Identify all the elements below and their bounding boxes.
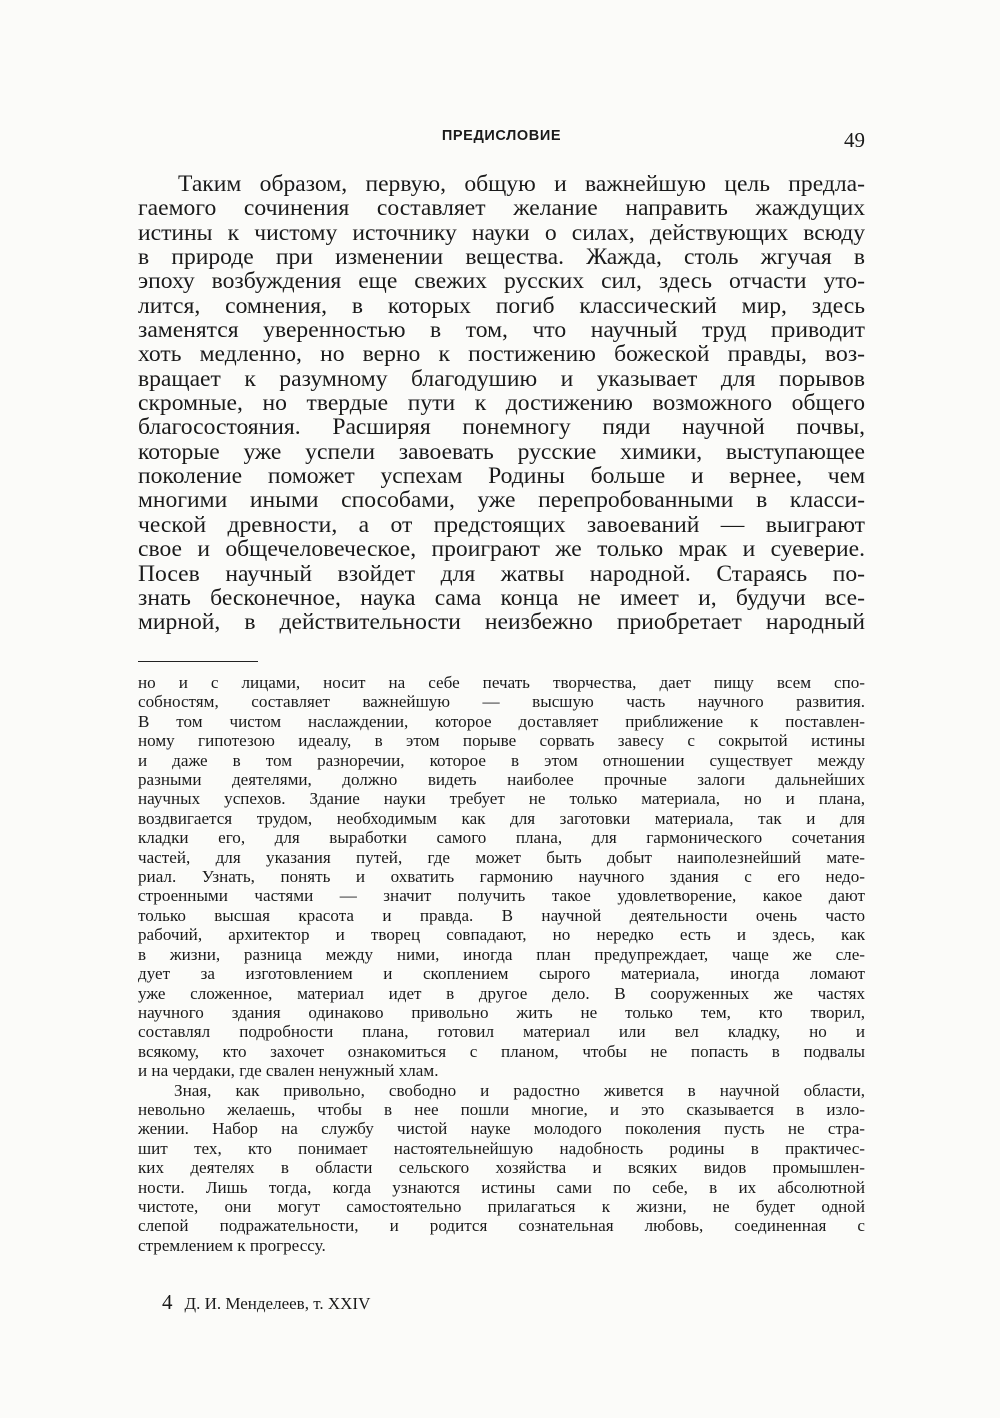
- main-text-line: которые уже успели завоевать русские химики, выступающее: [138, 438, 865, 465]
- page-header: [138, 124, 865, 154]
- footnote-line: риал. Узнать, понять и охватить гармонию научного здания с его недо-: [138, 867, 865, 887]
- main-text-line: благосостояния. Расширяя понемногу пяди научной почвы,: [138, 414, 865, 441]
- main-text-line: лится, сомнения, в которых погиб классический мир, здесь: [138, 292, 865, 319]
- main-text-line: мирной, в действительности неизбежно приобретает народный: [138, 609, 865, 636]
- footnote-line: дует за изготовлением и скоплением сырого материала, иногда ломают: [138, 964, 865, 984]
- main-text-line: знать бесконечное, наука сама конца не имеет и, будучи все-: [138, 584, 865, 611]
- main-text-line: Посев научный взойдет для жатвы народной. Стараясь по-: [138, 560, 865, 587]
- footnote-line: рабочий, архитектор и творец совпадают, но нередко есть и здесь, как: [138, 925, 865, 945]
- page-number: 49: [844, 128, 865, 152]
- footnote-line: строенными частями — значит получить такое удовлетворение, какое дают: [138, 886, 865, 906]
- footnote-line: невольно желаешь, чтобы в нее пошли многие, и это сказывается в изло-: [138, 1099, 865, 1119]
- footnote-line: жении. Набор на службу чистой науке молодого поколения пусть не стра-: [138, 1119, 865, 1139]
- footnote-line: и на чердаки, где свален ненужный хлам.: [138, 1061, 439, 1081]
- footnote-line: и даже в том разноречии, которое в этом отношении существует между: [138, 750, 865, 770]
- footnote-line: В том чистом наслаждении, которое доставляет приближение к поставлен-: [138, 711, 865, 731]
- footnote-line: ному гипотезою идеалу, в этом порыве сорвать завесу с сокрытой истины: [138, 731, 865, 751]
- footnote-line: только высшая красота и правда. В научной деятельности очень часто: [138, 905, 865, 925]
- footnote-line: составлял подробности плана, готовил материал или вел кладку, но и: [138, 1022, 865, 1042]
- main-text-line: хоть медленно, но верно к постижению божеской правды, воз-: [138, 341, 865, 368]
- footnote-line: шит тех, кто понимает настоятельнейшую надобность родины в практичес-: [138, 1138, 865, 1158]
- main-text-line: истины к чистому источнику науки о силах, действующих всюду: [138, 219, 865, 246]
- footnote-line: собностям, составляет важнейшую — высшую часть научного развития.: [138, 692, 865, 712]
- footnote-line: ности. Лишь тогда, когда узнаются истины сами по себе, в их абсолютной: [138, 1177, 865, 1197]
- main-text-line: эпоху возбуждения еще свежих русских сил, здесь отчасти уто-: [138, 268, 865, 295]
- main-text-line: вращает к разумному благодушию и указывает для порывов: [138, 365, 865, 392]
- main-text-line: ческой древности, а от предстоящих завоеваний — выиграют: [138, 511, 865, 538]
- footnote-line: Зная, как привольно, свободно и радостно живется в научной области,: [174, 1080, 865, 1100]
- footnote-line: слепой подражательности, и родится сознательная любовь, соединенная с: [138, 1216, 865, 1236]
- footnote: [138, 673, 865, 1255]
- footnote-paragraph-1: [138, 673, 865, 1081]
- footnote-divider: [138, 661, 258, 662]
- footnote-line: но и с лицами, носит на себе печать творчества, дает пищу всем спо-: [138, 673, 865, 692]
- main-text-line: скромные, но твердые пути к достижению возможного общего: [138, 390, 865, 417]
- main-text-line: Таким образом, первую, общую и важнейшую цель предла-: [178, 171, 865, 197]
- sheet-number: 4: [162, 1290, 173, 1314]
- running-title: ПРЕДИСЛОВИЕ: [441, 128, 562, 144]
- footnote-line: чистоте, они могут самостоятельно прилагаться к жизни, не будет одной: [138, 1196, 865, 1216]
- footnote-line: частей, для указания путей, где может быть добыт наиполезнейший мате-: [138, 847, 865, 867]
- footnote-line: кладки его, для выработки самого плана, для гармонического сочетания: [138, 828, 865, 848]
- main-text-line: в природе при изменении вещества. Жажда, столь жгучая в: [138, 244, 865, 271]
- footnote-line: всякому, кто захочет ознакомиться с планом, чтобы не попасть в подвалы: [138, 1041, 865, 1061]
- main-text-line: гаемого сочинения составляет желание направить жаждущих: [138, 195, 865, 222]
- footnote-line: разными деятелями, должно видеть наиболее прочные залоги дальнейших: [138, 770, 865, 790]
- footnote-line: стремлением к прогрессу.: [138, 1235, 326, 1255]
- footnote-line: воздвигается трудом, необходимым как для заготовки материала, так и для: [138, 808, 865, 828]
- footnote-line: научного здания одинаково привольно жить не только тем, кто творил,: [138, 1002, 865, 1022]
- footnote-line: уже сложенное, материал идет в другое дело. В сооруженных же частях: [138, 983, 865, 1003]
- footnote-paragraph-2: [138, 1081, 865, 1256]
- main-text-line: свое и общечеловеческое, проиграют же только мрак и суеверие.: [138, 536, 865, 563]
- main-paragraph: [138, 172, 865, 635]
- main-text-line: многими иными способами, уже перепробованными в класси-: [138, 487, 865, 514]
- printer-signature: [162, 1290, 370, 1315]
- main-text-line: поколение поможет успехам Родины больше и вернее, чем: [138, 463, 865, 490]
- footnote-line: ких деятелях в области сельского хозяйства и всяких видов промышлен-: [138, 1158, 865, 1178]
- main-text-line: заменятся уверенностью в том, что научный труд приводит: [138, 317, 865, 344]
- footnote-line: в жизни, разница между ними, иногда план предупреждает, чаще же сле-: [138, 944, 865, 964]
- signature-text: Д. И. Менделеев, т. XXIV: [184, 1294, 371, 1313]
- footnote-line: научных успехов. Здание науки требует не только материала, но и плана,: [138, 789, 865, 809]
